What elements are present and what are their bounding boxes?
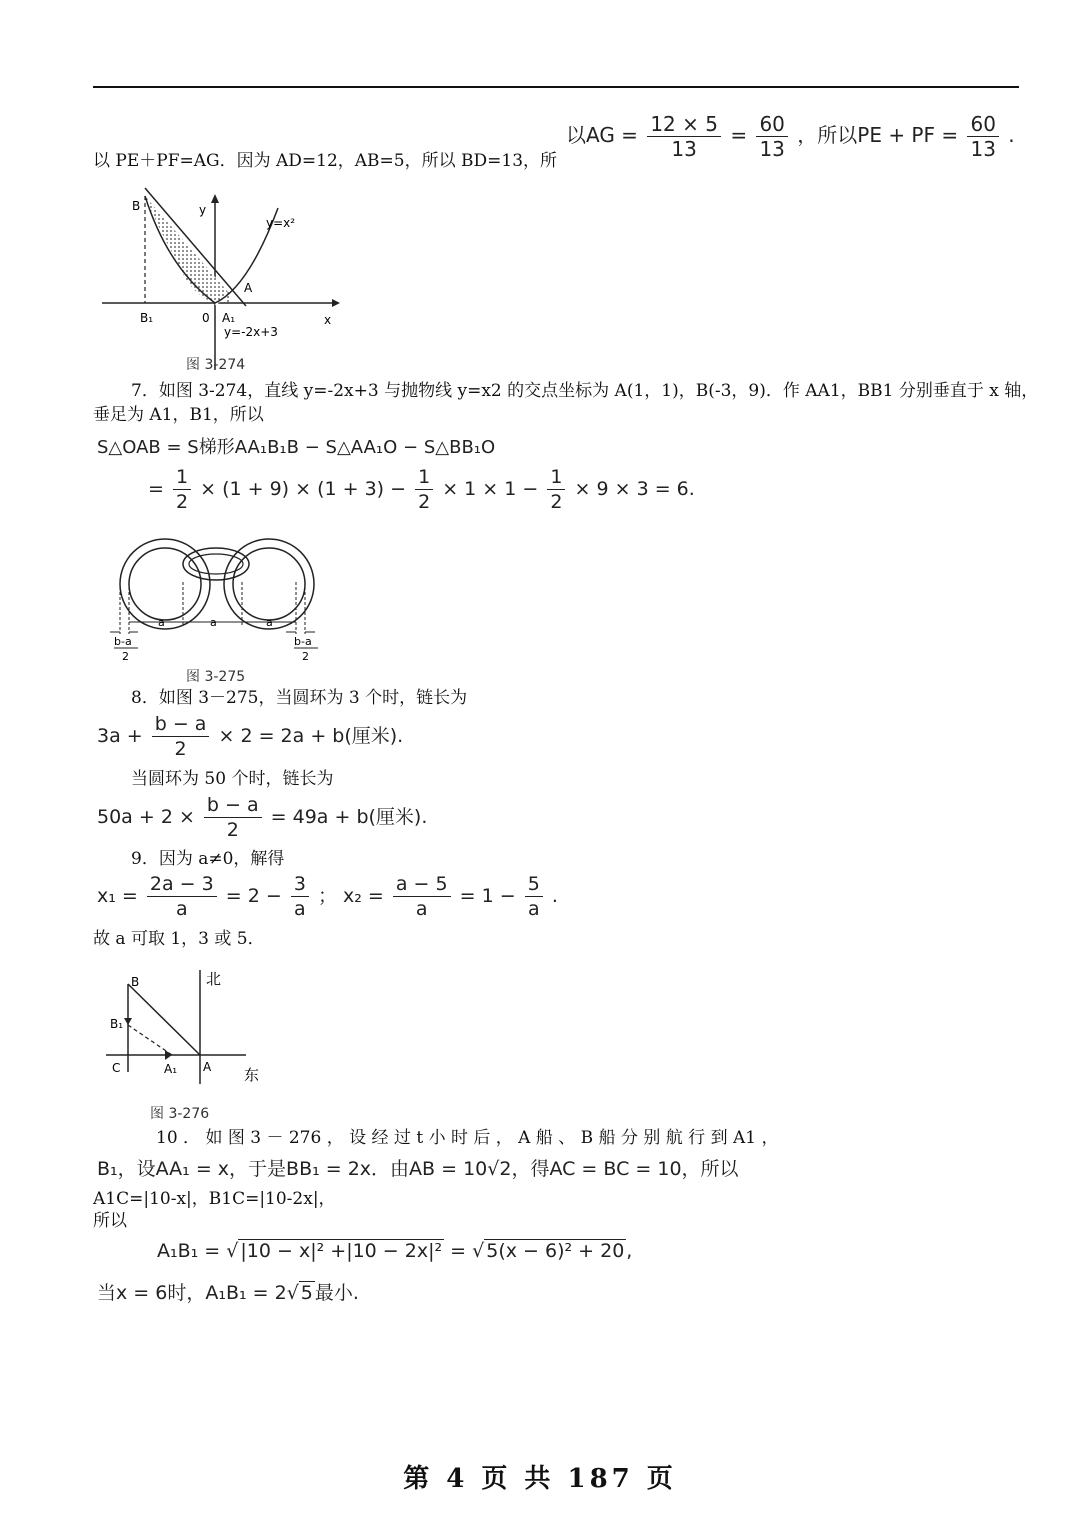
- fraction: $\frac{b - a}{2}$: [204, 793, 262, 842]
- figure-3-274: [98, 178, 348, 376]
- p1-formula: [566, 112, 1015, 161]
- label-x: x: [324, 313, 332, 327]
- fraction: $\frac{1}{2}$: [415, 465, 433, 514]
- line-BA: [128, 984, 200, 1055]
- caption-3-276: 图 3-276: [150, 1106, 210, 1122]
- label-B1: B₁: [110, 1017, 124, 1031]
- q7-line1: 7．如图 3-274，直线 y=-2x+3 与抛物线 y=x2 的交点坐标为 A(1，1)，B(-3，9)．作 AA1，BB1 分别垂直于 x 轴，: [131, 381, 1039, 401]
- ring-left-inner: [129, 548, 201, 620]
- frac-left-n: b-a: [114, 635, 132, 648]
- q10-line3: 所以: [93, 1211, 127, 1231]
- x-axis-arrow: [332, 299, 340, 307]
- formula-part: ，所以PE + PF =: [797, 123, 959, 147]
- label-A1: A₁: [222, 311, 236, 325]
- label-A1: A₁: [164, 1062, 178, 1076]
- label-curve: y=x²: [266, 216, 296, 230]
- q8-formula1: 3a + $\frac{b - a}{2}$ × 2 = 2a + b(厘米).: [97, 713, 404, 760]
- seg-a-2: a: [210, 616, 217, 629]
- figure-3-276: [104, 964, 264, 1090]
- seg-a-3: a: [266, 616, 273, 629]
- figure-3-275: [108, 522, 338, 667]
- q9-formula: x₁ = $\frac{2a - 3}{a}$ = 2 − $\frac{3}{a}$ ； x₂ = $\frac{a - 5}{a}$ = 1 − $\frac{5}{a}$ .: [97, 873, 558, 920]
- q10-formula2: A₁B₁ = √ |10 − x|² +|10 − 2x|² = √ 5(x − 6)² + 20 ,: [157, 1240, 633, 1262]
- label-B: B: [132, 199, 141, 213]
- label-east: 东: [244, 1066, 260, 1084]
- formula-part: =: [730, 123, 748, 147]
- fraction: $\frac{a - 5}{a}$: [393, 872, 451, 921]
- label-line: y=-2x+3: [224, 325, 278, 339]
- q7-line2: 垂足为 A1，B1，所以: [93, 405, 264, 425]
- label-B: B: [131, 975, 140, 989]
- fraction: $\frac{1}{2}$: [547, 465, 565, 514]
- q7-formula2: = $\frac{1}{2}$ × (1 + 9) × (1 + 3) − $\frac{1}{2}$ × 1 × 1 − $\frac{1}{2}$ × 9 × 3 = 6.: [148, 466, 695, 513]
- q10-line1: 10 ． 如 图 3 － 276 ， 设 经 过 t 小 时 后 ， A 船 、 B 船 分 别 航 行 到 A1 ，: [156, 1128, 779, 1148]
- fraction: $\frac{3}{a}$: [291, 872, 309, 921]
- fraction: $\frac{60}{13}$: [967, 112, 998, 161]
- frac-left-d: 2: [122, 650, 129, 663]
- label-y: y: [199, 203, 207, 217]
- y-axis-arrow: [211, 194, 219, 203]
- frac-right-d: 2: [302, 650, 309, 663]
- label-B1: B₁: [140, 311, 154, 325]
- fraction: $\frac{60}{13}$: [756, 112, 787, 161]
- fraction: $\frac{12 \times 5}{13}$: [647, 112, 721, 161]
- ring-left-outer: [120, 539, 210, 629]
- q8-line1: 8．如图 3－275，当圆环为 3 个时，链长为: [131, 688, 468, 708]
- frac-right-n: b-a: [294, 635, 312, 648]
- q8-formula2: 50a + 2 × $\frac{b - a}{2}$ = 49a + b(厘米).: [97, 794, 428, 841]
- fraction: $\frac{2a - 3}{a}$: [147, 872, 217, 921]
- fraction: $\frac{1}{2}$: [173, 465, 191, 514]
- fraction: $\frac{b - a}{2}$: [152, 712, 210, 761]
- label-A: A: [203, 1060, 212, 1074]
- label-north: 北: [206, 970, 222, 988]
- label-A: A: [244, 281, 253, 295]
- q8-line2: 当圆环为 50 个时，链长为: [131, 769, 334, 789]
- q10-formula3: 当x = 6时，A₁B₁ = 2√ 5 最小.: [97, 1282, 359, 1304]
- q9-line2: 故 a 可取 1，3 或 5．: [93, 929, 265, 949]
- fraction: $\frac{5}{a}$: [525, 872, 543, 921]
- q9-line1: 9．因为 a≠0，解得: [131, 849, 285, 869]
- formula-part: 以AG =: [566, 123, 638, 147]
- label-O: 0: [202, 311, 210, 325]
- caption-3-275: 图 3-275: [186, 669, 246, 685]
- formula-part: .: [1008, 123, 1015, 147]
- p1-text: 以 PE＋PF=AG．因为 AD=12，AB=5，所以 BD=13，所: [93, 151, 558, 171]
- caption-3-274: 图 3-274: [186, 357, 246, 373]
- q10-formula1: B₁，设AA₁ = x，于是BB₁ = 2x．由AB = 10√2，得AC = BC = 10，所以: [97, 1158, 739, 1180]
- page-footer: 第 4 页 共 187 页: [403, 1464, 677, 1494]
- header-rule: [93, 86, 1019, 88]
- seg-a-1: a: [158, 616, 165, 629]
- label-C: C: [112, 1061, 121, 1075]
- q7-formula1: S△OAB = S梯形AA₁B₁B − S△AA₁O − S△BB₁O: [97, 437, 496, 458]
- q10-line2: A1C=|10-x|，B1C=|10-2x|，: [93, 1189, 336, 1209]
- ring-right-inner: [233, 548, 305, 620]
